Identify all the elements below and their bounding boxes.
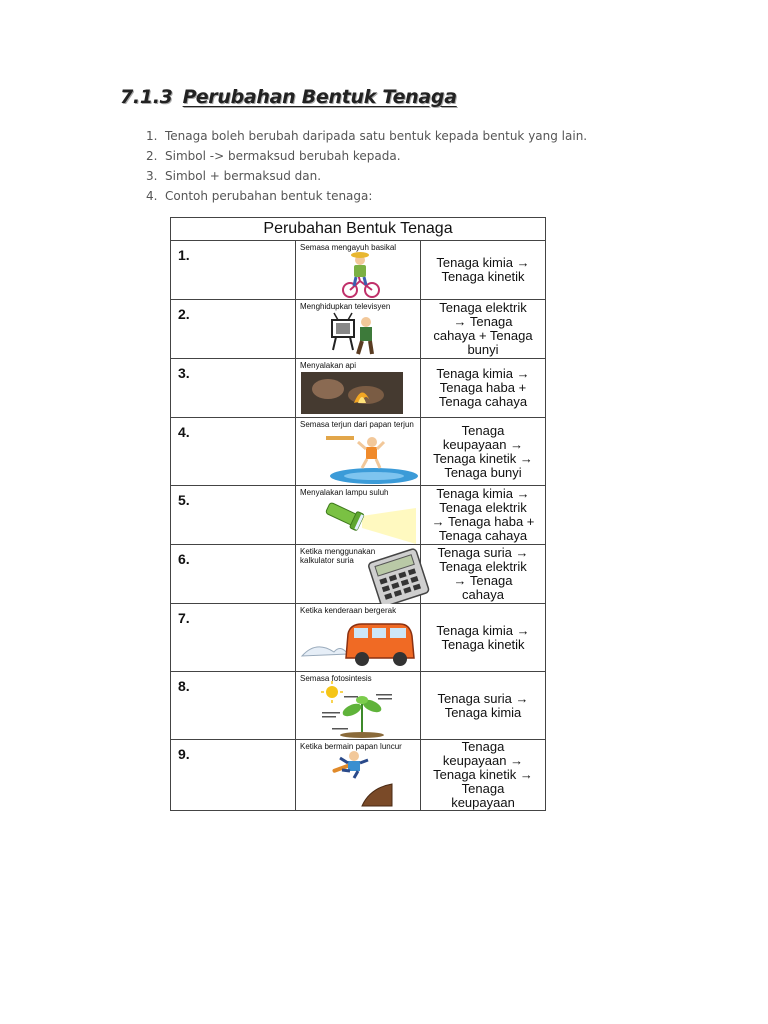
list-item: 4. Contoh perubahan bentuk tenaga: bbox=[146, 189, 373, 203]
table-row bbox=[171, 241, 546, 300]
row-number: 4. bbox=[178, 424, 190, 440]
row-result: Tenaga kimia → Tenaga haba + Tenaga cahaya bbox=[421, 359, 546, 418]
table-row bbox=[171, 359, 546, 418]
row-caption: Menyalakan lampu suluh bbox=[300, 488, 389, 497]
row-caption: Semasa fotosintesis bbox=[300, 674, 372, 683]
row-caption: Menyalakan api bbox=[300, 361, 357, 370]
table-row bbox=[171, 740, 546, 811]
row-result: Tenaga elektrik → Tenaga cahaya + Tenaga bunyi bbox=[421, 300, 546, 359]
list-item: 2. Simbol -> bermaksud berubah kepada. bbox=[146, 149, 401, 163]
row-result: Tenaga keupayaan → Tenaga kinetik → Tenaga keupayaan bbox=[421, 740, 546, 811]
list-item: 1. Tenaga boleh berubah daripada satu bentuk kepada bentuk yang lain. bbox=[146, 129, 588, 143]
row-number: 5. bbox=[178, 492, 190, 508]
row-caption: Ketika menggunakan kalkulator suria bbox=[300, 547, 376, 565]
row-result: Tenaga suria → Tenaga kimia bbox=[421, 672, 546, 740]
section-title: Perubahan Bentuk Tenaga bbox=[182, 86, 457, 108]
table-row bbox=[171, 672, 546, 740]
row-number: 3. bbox=[178, 365, 190, 381]
row-result: Tenaga kimia → Tenaga elektrik → Tenaga haba + Tenaga cahaya bbox=[421, 486, 546, 545]
table-row bbox=[171, 486, 546, 545]
row-number: 9. bbox=[178, 746, 190, 762]
row-caption: Ketika kenderaan bergerak bbox=[300, 606, 397, 615]
row-caption: Menghidupkan televisyen bbox=[300, 302, 391, 311]
section-number: 7.1.3 bbox=[120, 86, 173, 108]
row-result: Tenaga kimia → Tenaga kinetik bbox=[421, 604, 546, 672]
row-number: 7. bbox=[178, 610, 190, 626]
table-row bbox=[171, 300, 546, 359]
row-number: 1. bbox=[178, 247, 190, 263]
list-item: 3. Simbol + bermaksud dan. bbox=[146, 169, 322, 183]
row-result: Tenaga kimia → Tenaga kinetik bbox=[421, 241, 546, 300]
table-title: Perubahan Bentuk Tenaga bbox=[171, 218, 546, 241]
row-result: Tenaga suria → Tenaga elektrik → Tenaga cahaya bbox=[421, 545, 546, 604]
table-row bbox=[171, 418, 546, 486]
energy-table bbox=[170, 217, 546, 811]
row-result: Tenaga keupayaan → Tenaga kinetik → Tenaga bunyi bbox=[421, 418, 546, 486]
table-row bbox=[171, 604, 546, 672]
row-caption: Ketika bermain papan luncur bbox=[300, 742, 402, 751]
row-caption: Semasa terjun dari papan terjun bbox=[300, 420, 414, 429]
row-number: 8. bbox=[178, 678, 190, 694]
table-header-row bbox=[171, 218, 546, 241]
section-heading bbox=[120, 86, 457, 108]
table-row bbox=[171, 545, 546, 604]
row-number: 6. bbox=[178, 551, 190, 567]
row-caption: Semasa mengayuh basikal bbox=[300, 243, 397, 252]
row-number: 2. bbox=[178, 306, 190, 322]
points-list bbox=[146, 128, 587, 208]
